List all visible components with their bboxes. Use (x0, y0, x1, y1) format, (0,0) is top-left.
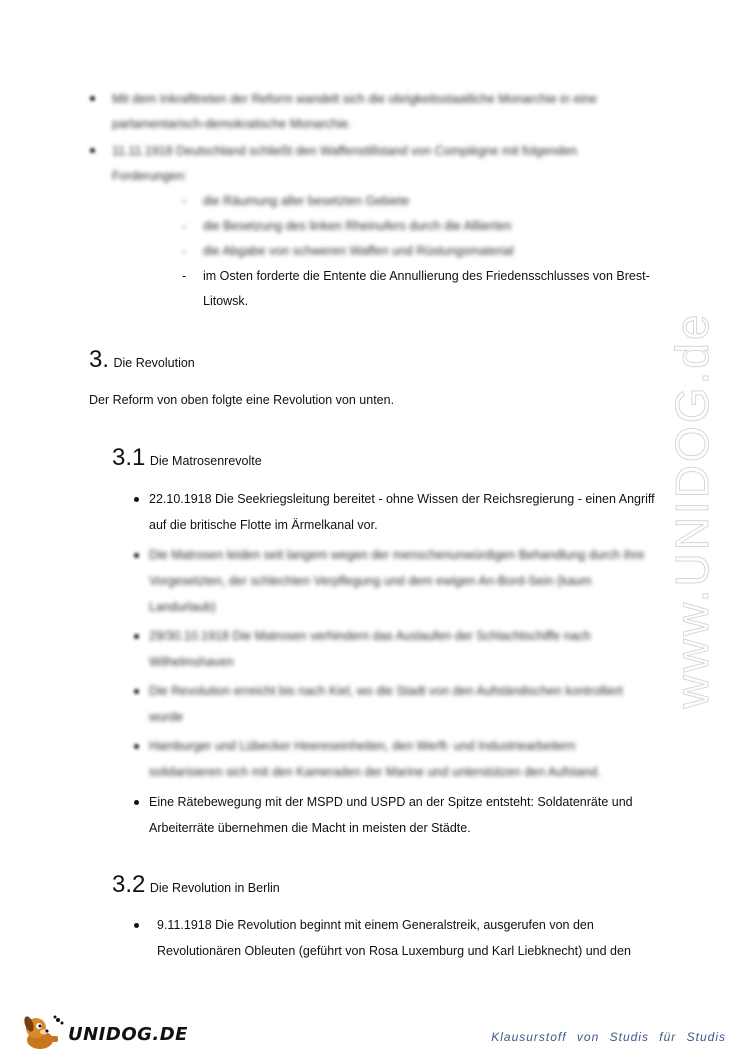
bullet-icon (134, 800, 139, 805)
list-item-line: Forderungen: (112, 169, 188, 183)
subsection-number: 3.1 (112, 444, 146, 471)
list-item-line: Die Matrosen leiden seit langem wegen der menschenunwürdigen Behandlung durch ihre (149, 548, 645, 562)
dash-icon: - (182, 244, 187, 258)
dash-icon: - (182, 219, 187, 233)
logo-text: UNIDOG.DE (68, 1024, 188, 1045)
bullet-icon (134, 497, 139, 502)
section-title: Die Revolution (113, 356, 195, 370)
bullet-icon (134, 923, 139, 928)
list-item-line: Mit dem Inkrafttreten der Reform wandelt sich die obrigkeitsstaatliche Monarchie in eine (112, 92, 597, 106)
bullet-icon (134, 689, 139, 694)
list-item-line: 9.11.1918 Die Revolution beginnt mit einem Generalstreik, ausgerufen von den (157, 918, 594, 932)
dog-mascot-icon (20, 1012, 64, 1052)
bullet-icon (134, 744, 139, 749)
list-item-line: Vorgesetzten, der schlechten Verpflegung und dem ewigen An-Bord-Sein (kaum (149, 574, 592, 588)
dash-item-line: die Besetzung des linken Rheinufers durch die Alliierten (203, 219, 512, 233)
section-heading (89, 346, 195, 374)
bullet-icon (134, 553, 139, 558)
dash-item-line: die Räumung aller besetzten Gebiete (203, 194, 410, 208)
list-item-line: 11.11.1918 Deutschland schließt den Waffenstillstand von Compiègne mit folgenden (112, 144, 578, 158)
list-item-line: Eine Rätebewegung mit der MSPD und USPD an der Spitze entsteht: Soldatenräte und (149, 795, 633, 809)
dash-icon: - (182, 269, 187, 283)
dash-icon: - (182, 194, 187, 208)
list-item-line: auf die britische Flotte im Ärmelkanal vor. (149, 518, 378, 532)
list-item-line: 29/30.10.1918 Die Matrosen verhindern das Auslaufen der Schlachtschiffe nach (149, 629, 591, 643)
list-item-line: Landurlaub) (149, 600, 216, 614)
dash-item-line: Litowsk. (203, 294, 249, 308)
list-item-line: Revolutionären Obleuten (geführt von Rosa Luxemburg und Karl Liebknecht) und den (157, 944, 631, 958)
unidog-logo (20, 1012, 188, 1052)
list-item-line: solidarisieren sich mit den Kameraden der Marine und unterstützen den Aufstand. (149, 765, 601, 779)
bullet-icon (134, 634, 139, 639)
subsection-title: Die Revolution in Berlin (149, 881, 280, 895)
dash-item-line: im Osten forderte die Entente die Annullierung des Friedensschlusses von Brest- (203, 269, 650, 283)
paragraph: Der Reform von oben folgte eine Revolution von unten. (89, 393, 395, 407)
bullet-icon (90, 148, 95, 153)
list-item-line: Die Revolution erreicht bis nach Kiel, wo die Stadt von den Aufständischen kontrolliert (149, 684, 623, 698)
subsection-heading (112, 871, 280, 899)
list-item-line: parlamentarisch-demokratische Monarchie. (112, 117, 352, 131)
list-item-line: 22.10.1918 Die Seekriegsleitung bereitet - ohne Wissen der Reichsregierung - einen Angriff (149, 492, 655, 506)
list-item-line: Hamburger und Lübecker Heereseinheiten, den Werft- und Industriearbeitern (149, 739, 576, 753)
list-item-line: Arbeiterräte übernehmen die Macht in meisten der Städte. (149, 821, 471, 835)
watermark (662, 280, 722, 740)
footer-tagline: Klausurstoff von Studis für Studis (491, 1030, 726, 1044)
section-number: 3. (89, 346, 110, 373)
subsection-heading (112, 444, 262, 472)
watermark-text: www.UNIDOG.de (666, 311, 718, 709)
subsection-title: Die Matrosenrevolte (149, 454, 262, 468)
bullet-icon (90, 96, 95, 101)
subsection-number: 3.2 (112, 871, 146, 898)
list-item-line: wurde (149, 710, 184, 724)
dash-item-line: die Abgabe von schweren Waffen und Rüstungsmaterial (203, 244, 514, 258)
list-item-line: Wilhelmshaven (149, 655, 234, 669)
